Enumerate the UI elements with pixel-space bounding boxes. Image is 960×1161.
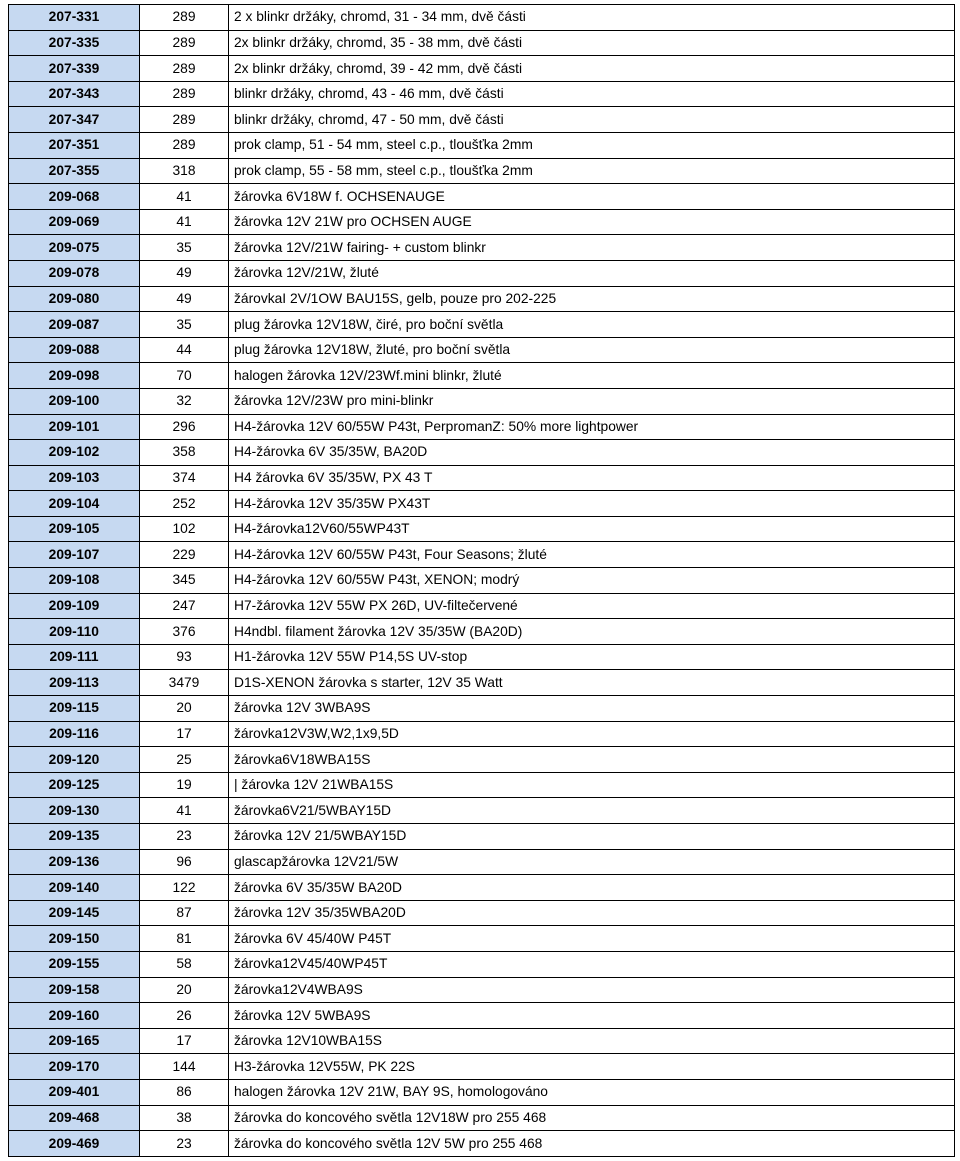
- table-row: [9, 81, 955, 107]
- price-cell: 289: [140, 56, 229, 82]
- price-cell: 49: [140, 260, 229, 286]
- table-row: [9, 388, 955, 414]
- price-list-table: [8, 4, 955, 1157]
- table-row: [9, 1131, 955, 1157]
- table-row: [9, 1003, 955, 1029]
- description-cell: žárovka6V18WBA15S: [229, 747, 955, 773]
- price-cell: 376: [140, 619, 229, 645]
- product-code-cell: 209-078: [9, 260, 140, 286]
- price-cell: 41: [140, 798, 229, 824]
- price-cell: 289: [140, 81, 229, 107]
- price-cell: 26: [140, 1003, 229, 1029]
- price-cell: 35: [140, 235, 229, 261]
- description-cell: žárovka 12V 35/35WBA20D: [229, 900, 955, 926]
- table-row: [9, 926, 955, 952]
- description-cell: D1S-XENON žárovka s starter, 12V 35 Watt: [229, 670, 955, 696]
- price-cell: 374: [140, 465, 229, 491]
- table-row: [9, 30, 955, 56]
- price-cell: 289: [140, 5, 229, 31]
- description-cell: žárovka do koncového světla 12V18W pro 255 468: [229, 1105, 955, 1131]
- product-code-cell: 209-107: [9, 542, 140, 568]
- description-cell: H4ndbl. filament žárovka 12V 35/35W (BA20D): [229, 619, 955, 645]
- table-row: [9, 235, 955, 261]
- description-cell: žárovka 6V 35/35W BA20D: [229, 875, 955, 901]
- product-code-cell: 209-120: [9, 747, 140, 773]
- table-row: [9, 1105, 955, 1131]
- description-cell: H4-žárovka 12V 60/55W P43t, PerpromanZ: 50% more lightpower: [229, 414, 955, 440]
- product-code-cell: 209-109: [9, 593, 140, 619]
- product-code-cell: 209-116: [9, 721, 140, 747]
- table-row: [9, 824, 955, 850]
- product-code-cell: 207-343: [9, 81, 140, 107]
- product-code-cell: 209-102: [9, 440, 140, 466]
- price-cell: 38: [140, 1105, 229, 1131]
- description-cell: žárovka 12V 3WBA9S: [229, 696, 955, 722]
- price-cell: 23: [140, 1131, 229, 1157]
- table-row: [9, 286, 955, 312]
- price-cell: 17: [140, 1028, 229, 1054]
- table-row: [9, 363, 955, 389]
- product-code-cell: 209-140: [9, 875, 140, 901]
- description-cell: žárovka12V3W,W2,1x9,5D: [229, 721, 955, 747]
- product-code-cell: 209-468: [9, 1105, 140, 1131]
- price-cell: 247: [140, 593, 229, 619]
- table-row: [9, 440, 955, 466]
- product-code-cell: 207-347: [9, 107, 140, 133]
- price-cell: 87: [140, 900, 229, 926]
- price-cell: 296: [140, 414, 229, 440]
- product-code-cell: 209-165: [9, 1028, 140, 1054]
- product-code-cell: 209-469: [9, 1131, 140, 1157]
- product-code-cell: 209-158: [9, 977, 140, 1003]
- price-cell: 20: [140, 977, 229, 1003]
- table-row: [9, 619, 955, 645]
- description-cell: žárovka do koncového světla 12V 5W pro 255 468: [229, 1131, 955, 1157]
- product-code-cell: 209-155: [9, 951, 140, 977]
- price-cell: 41: [140, 184, 229, 210]
- price-cell: 96: [140, 849, 229, 875]
- description-cell: žárovka6V21/5WBAY15D: [229, 798, 955, 824]
- description-cell: H1-žárovka 12V 55W P14,5S UV-stop: [229, 644, 955, 670]
- product-code-cell: 209-080: [9, 286, 140, 312]
- table-row: [9, 337, 955, 363]
- product-code-cell: 209-101: [9, 414, 140, 440]
- product-code-cell: 207-355: [9, 158, 140, 184]
- product-code-cell: 209-110: [9, 619, 140, 645]
- price-cell: 252: [140, 491, 229, 517]
- price-cell: 20: [140, 696, 229, 722]
- description-cell: H4-žárovka12V60/55WP43T: [229, 516, 955, 542]
- table-row: [9, 491, 955, 517]
- price-cell: 81: [140, 926, 229, 952]
- table-row: [9, 107, 955, 133]
- product-code-cell: 209-113: [9, 670, 140, 696]
- table-row: [9, 132, 955, 158]
- description-cell: H4-žárovka 12V 35/35W PX43T: [229, 491, 955, 517]
- product-code-cell: 209-145: [9, 900, 140, 926]
- price-cell: 23: [140, 824, 229, 850]
- table-row: [9, 951, 955, 977]
- price-cell: 289: [140, 30, 229, 56]
- price-cell: 49: [140, 286, 229, 312]
- price-cell: 289: [140, 107, 229, 133]
- price-cell: 93: [140, 644, 229, 670]
- price-cell: 25: [140, 747, 229, 773]
- product-code-cell: 207-331: [9, 5, 140, 31]
- product-code-cell: 209-103: [9, 465, 140, 491]
- price-cell: 358: [140, 440, 229, 466]
- table-row: [9, 670, 955, 696]
- description-cell: prok clamp, 51 - 54 mm, steel c.p., tloušťka 2mm: [229, 132, 955, 158]
- description-cell: H4-žárovka 12V 60/55W P43t, Four Seasons; žluté: [229, 542, 955, 568]
- price-list-body: [9, 5, 955, 1157]
- table-row: [9, 542, 955, 568]
- table-row: [9, 696, 955, 722]
- table-row: [9, 260, 955, 286]
- description-cell: žárovka12V4WBA9S: [229, 977, 955, 1003]
- description-cell: | žárovka 12V 21WBA15S: [229, 772, 955, 798]
- product-code-cell: 209-069: [9, 209, 140, 235]
- product-code-cell: 209-075: [9, 235, 140, 261]
- table-row: [9, 593, 955, 619]
- price-cell: 289: [140, 132, 229, 158]
- price-cell: 345: [140, 568, 229, 594]
- price-cell: 32: [140, 388, 229, 414]
- price-cell: 86: [140, 1079, 229, 1105]
- description-cell: 2 x blinkr držáky, chromd, 31 - 34 mm, dvě části: [229, 5, 955, 31]
- description-cell: 2x blinkr držáky, chromd, 35 - 38 mm, dvě části: [229, 30, 955, 56]
- product-code-cell: 209-100: [9, 388, 140, 414]
- description-cell: H4 žárovka 6V 35/35W, PX 43 T: [229, 465, 955, 491]
- product-code-cell: 209-130: [9, 798, 140, 824]
- table-row: [9, 465, 955, 491]
- description-cell: plug žárovka 12V18W, čiré, pro boční světla: [229, 312, 955, 338]
- table-row: [9, 209, 955, 235]
- description-cell: blinkr držáky, chromd, 43 - 46 mm, dvě části: [229, 81, 955, 107]
- product-code-cell: 209-150: [9, 926, 140, 952]
- table-row: [9, 772, 955, 798]
- price-cell: 122: [140, 875, 229, 901]
- price-cell: 318: [140, 158, 229, 184]
- description-cell: žárovka 12V 21/5WBAY15D: [229, 824, 955, 850]
- product-code-cell: 209-087: [9, 312, 140, 338]
- price-cell: 19: [140, 772, 229, 798]
- product-code-cell: 209-115: [9, 696, 140, 722]
- description-cell: blinkr držáky, chromd, 47 - 50 mm, dvě části: [229, 107, 955, 133]
- product-code-cell: 209-111: [9, 644, 140, 670]
- table-row: [9, 875, 955, 901]
- price-cell: 17: [140, 721, 229, 747]
- price-cell: 44: [140, 337, 229, 363]
- table-row: [9, 312, 955, 338]
- description-cell: žárovka 12V 5WBA9S: [229, 1003, 955, 1029]
- product-code-cell: 209-108: [9, 568, 140, 594]
- description-cell: žárovkaI 2V/1OW BAU15S, gelb, pouze pro 202-225: [229, 286, 955, 312]
- table-row: [9, 798, 955, 824]
- table-row: [9, 56, 955, 82]
- product-code-cell: 209-105: [9, 516, 140, 542]
- table-row: [9, 5, 955, 31]
- table-row: [9, 184, 955, 210]
- description-cell: žárovka 12V/21W, žluté: [229, 260, 955, 286]
- product-code-cell: 209-136: [9, 849, 140, 875]
- table-row: [9, 1054, 955, 1080]
- price-cell: 58: [140, 951, 229, 977]
- table-row: [9, 414, 955, 440]
- description-cell: žárovka12V45/40WP45T: [229, 951, 955, 977]
- description-cell: H3-žárovka 12V55W, PK 22S: [229, 1054, 955, 1080]
- product-code-cell: 209-104: [9, 491, 140, 517]
- table-row: [9, 1028, 955, 1054]
- product-code-cell: 207-335: [9, 30, 140, 56]
- table-row: [9, 977, 955, 1003]
- description-cell: prok clamp, 55 - 58 mm, steel c.p., tloušťka 2mm: [229, 158, 955, 184]
- description-cell: H4-žárovka 12V 60/55W P43t, XENON; modrý: [229, 568, 955, 594]
- product-code-cell: 209-088: [9, 337, 140, 363]
- table-row: [9, 568, 955, 594]
- product-code-cell: 209-401: [9, 1079, 140, 1105]
- price-cell: 229: [140, 542, 229, 568]
- product-code-cell: 207-339: [9, 56, 140, 82]
- description-cell: halogen žárovka 12V/23Wf.mini blinkr, žluté: [229, 363, 955, 389]
- description-cell: žárovka 12V10WBA15S: [229, 1028, 955, 1054]
- description-cell: žárovka 12V/21W fairing- + custom blinkr: [229, 235, 955, 261]
- table-row: [9, 644, 955, 670]
- table-row: [9, 721, 955, 747]
- description-cell: 2x blinkr držáky, chromd, 39 - 42 mm, dvě části: [229, 56, 955, 82]
- description-cell: halogen žárovka 12V 21W, BAY 9S, homologováno: [229, 1079, 955, 1105]
- price-cell: 70: [140, 363, 229, 389]
- product-code-cell: 209-125: [9, 772, 140, 798]
- table-row: [9, 1079, 955, 1105]
- table-row: [9, 849, 955, 875]
- product-code-cell: 207-351: [9, 132, 140, 158]
- table-row: [9, 900, 955, 926]
- description-cell: žárovka 6V18W f. OCHSENAUGE: [229, 184, 955, 210]
- price-cell: 3479: [140, 670, 229, 696]
- description-cell: žárovka 12V/23W pro mini-blinkr: [229, 388, 955, 414]
- product-code-cell: 209-068: [9, 184, 140, 210]
- description-cell: žárovka 12V 21W pro OCHSEN AUGE: [229, 209, 955, 235]
- table-row: [9, 747, 955, 773]
- product-code-cell: 209-170: [9, 1054, 140, 1080]
- product-code-cell: 209-098: [9, 363, 140, 389]
- description-cell: H7-žárovka 12V 55W PX 26D, UV-filtečervené: [229, 593, 955, 619]
- description-cell: plug žárovka 12V18W, žluté, pro boční světla: [229, 337, 955, 363]
- price-cell: 35: [140, 312, 229, 338]
- price-cell: 41: [140, 209, 229, 235]
- price-cell: 102: [140, 516, 229, 542]
- description-cell: H4-žárovka 6V 35/35W, BA20D: [229, 440, 955, 466]
- product-code-cell: 209-160: [9, 1003, 140, 1029]
- table-row: [9, 516, 955, 542]
- table-row: [9, 158, 955, 184]
- product-code-cell: 209-135: [9, 824, 140, 850]
- description-cell: žárovka 6V 45/40W P45T: [229, 926, 955, 952]
- price-cell: 144: [140, 1054, 229, 1080]
- description-cell: glascapžárovka 12V21/5W: [229, 849, 955, 875]
